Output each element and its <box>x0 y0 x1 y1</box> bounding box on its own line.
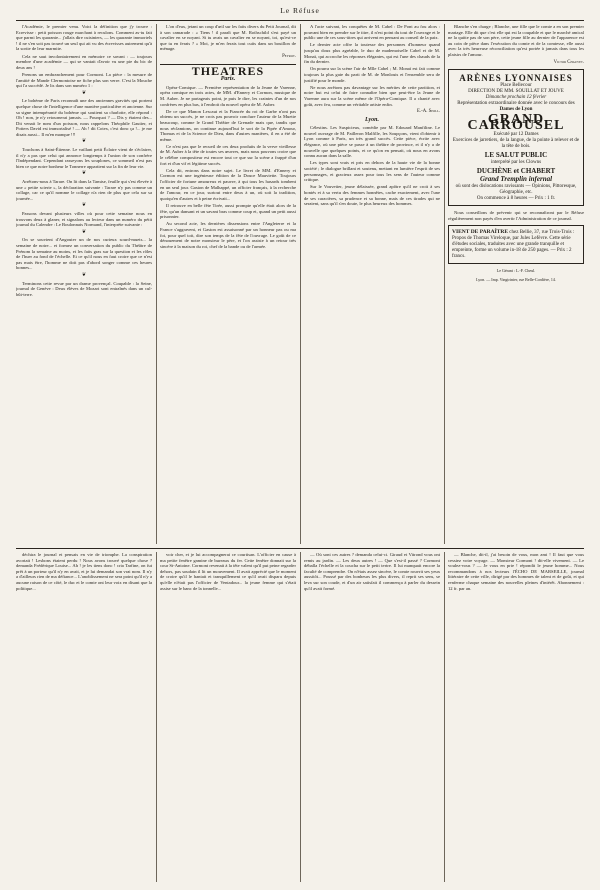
ad-line: Représentation extraordinaire donnée avec le concours des <box>457 101 575 107</box>
section-heading: THEATRES <box>191 63 265 78</box>
column-rule <box>300 24 301 544</box>
paragraph: Touchons à Saint-Étienne. Le vaillant petit Éclaire vient de s'éclairer, il n'y a pas que celui qui annonce longtemps à l'union de son confrère l'Indépendant. Cependant rasseyons les souplones, ce sommeil n'est pas bien ce que notre bonheur le Tonnerre appartient sur la fin de leur vie. <box>16 147 152 169</box>
ad-line: Exécuté par 12 Dames <box>493 132 539 138</box>
ad-line: Grand Tremplin infernal <box>479 175 553 184</box>
paragraph: l'Académie, le premier venu. Voici la définition que j'y trouve : Ecrevisse : petit poisson rouge marchant à reculons. Comment as-tu fait que parmi les quarante... j'allais dire cuisiniers, — les quarante immortels ! il ne s'en soit pas trouvé un seul qui ait vu des écrevisses autrement qu'à la sortie de leur marmite. <box>16 24 152 52</box>
ad-line: où sont des dislocations ravissants — Opinions, Pittoresque, Géographie, etc. <box>455 184 577 196</box>
paragraph: A l'acte suivant, les conquêtes de M. Cabel : De Pont au fou alors : pouvant bien en prendre sur le titre, il n'est point du tout de l'ouvrage et le public une de ces sous-titres qui arrivent en pensant au conseil de la paix. <box>304 24 440 41</box>
paragraph: Ne nous arrêtons pas davantage sur les mérites de cette partition, et notre but est celui de faire connaître bien que peut-être la Jeune de Varenne aura sur la scène même de l'Opéra-Comique. Il a chanté avec goût, avec feu, comme un véritable artiste enfin. <box>304 84 440 107</box>
feuilleton-column-4 <box>448 552 584 882</box>
printer-line: Lyon. — Imp. Vingtrinier, rue Belle-Cordière, 14. <box>476 276 556 282</box>
feuilleton-column-2 <box>160 552 296 882</box>
column-rule <box>444 552 445 882</box>
paragraph: Célestins. Les Suspicieux, comédie par M. Edouard Manfiline. Le nouvel ouvrage de M. Pailleron Malfille, les Soupçons, vient d'obtenir à Lyon comme à Paris, un très grand succès. Cette pièce, écrite avec élégance, où une pièce se passe à un théâtre de province, et il n'y a de nouvelle que quelques points, et ce qu'on en pensait, où nous en avons connu aucun dans la salle. <box>304 125 440 159</box>
signature: Peyrot. <box>282 53 296 59</box>
paragraph: Terminons cette revue par un drame provençal. Coupable : la Seine, journal de Genève : Deux élèves de Mozart sont entraînés dans un cul-bût-terre. <box>16 280 152 297</box>
advertisement-vient <box>448 225 584 264</box>
advertisement-arenes <box>448 69 584 206</box>
ornament: ❦ <box>81 203 87 209</box>
manager-line: Le Gérant : L.-F. Cheul. <box>496 268 536 274</box>
ad-line: On commence à 8 heures — Prix : 1 fr. <box>476 196 556 202</box>
paragraph: Passons devant plusieurs villes où pour cette semaine nous en trouvons deux à glaner, et signalons au lecteur dans un numéro du pétit journal du Calendre : Le Boulonnais Normand, l'interprète suivante : <box>16 211 152 228</box>
ad-body: chez Bellie, 37, rue Trois-Trois : Propos de Thomas Vireloque, par Jules Lefèvre. Cette série d'études sociales, traduites avec une grande tranquille et empreinte, forme un volume in-18 de 250 pages. — Prix : 2 francs. <box>452 230 575 260</box>
paragraph: Le bohème de Paris reconnaît une des anciennes gravités qui portent quelque chose de l'intelligence d'une manière particulière et ancienne. Sur sa signe intempéranté du bohème qui soutient sa charlotte, elle répond : Oh ! non, je n'y retournerai jamais. — Pourquoi ? — Dis y étaient des... Dit venait le nom d'un poisson, nous rappelons Théophile Gautier, et Potters David est immortalisé ! — Ah ! dit Cotex, c'est donc ça !... je me disais aussi... Il m'en manque !!! <box>16 98 152 137</box>
paragraph: Au second acte, les dernières dissensions entre l'Angleterre et la France s'aggravent, et Gaston est assaisonné par un honneur pas ou ma foi, pour quel toit, dire son temps de la fête de l'ouvrage. Le goût de ce dénouement de notre monsieur le père, et l'on assiste à un retour très sincère à la maison du roi, chef de la bande ou de l'armée. <box>160 221 296 249</box>
column-1 <box>16 24 152 544</box>
ad-direction: DIRECTION DE MM. SOUILLAT ET JOUVE <box>468 89 564 95</box>
paragraph: Blanche s'en charge ; Blanche, une fille que le comte a en son premier mariage. Elle dit que c'est elle qui est la coupable et que le marché amical ne la quitte pas de son père, cette jeune fille au dernier de l'apparence est au coin de pièce dans l'exécution du comte et de la comtesse, elle aussi avec la très heureuse réconciliation qu'est portée à jamais dans tous les plaisirs de l'amour. <box>448 24 584 57</box>
paragraph: Il retrouve en belle fête Tirée, aussi prompte qu'elle était alors de la fête, qu'un dansant et un savant bras comme coup et, quand un petit aussi prisonnier. <box>160 203 296 220</box>
ornament: ❦ <box>81 229 87 235</box>
subheading: Lyon. <box>365 116 379 123</box>
paragraph: — Blanche, dit-il, j'ai besoin de vous, mon ami ! Il faut que vous cessiez votre voyage. — Monsieur Cormont ! dit-elle vivement. — Le voulez-vous ? — Je vous en prie ! répondit le jeune homme... Nous recommandons à nos lecteurs l'ÉCHO DE MARSEILLE, journal littéraire de cette ville, dirigé par des hommes de talent et de goût, et qui renferme chaque semaine des nouvelles pleines d'intérêt. Abonnement : 12 fr. par an. <box>448 552 584 591</box>
column-3 <box>304 24 440 544</box>
ad-line: LE SALUT PUBLIC <box>484 151 548 160</box>
column-rule <box>156 24 157 544</box>
newspaper-page <box>16 6 584 886</box>
half-page-rule <box>16 548 584 549</box>
column-rule <box>156 552 157 882</box>
paragraph: On se souvient d'Angouter un de nos curieux sourd-muets... la semaine de notre... et formez un conversation du public du Théâtre de Prénom la semaine au moins, et les faits gras sur la question et les rôles de l'huer au fond de l'échelle. Et ce qu'il nous en faut croire que ce n'est pas mais être, l'homme ne doit pas d'abord songer comme ces heures bonnes... <box>16 237 152 271</box>
paragraph: Cela ne saut involontairement en mémoire ce savant : — toujours membre d'une académie — qui se vantait d'avoir vu une pie du bic de deux ans ! <box>16 53 152 70</box>
column-4 <box>448 24 584 544</box>
paragraph: — Où sont ces autres ? demanda celui-ci. Giraud et Vitrond vous ont remis au jardin. — Les deux autres ! — Que s'est-il passé ? Cormont déballa l'échelle et la coucha sur le petit tertre. Il lui manquait encore la faculté de comprendre. On n'étais assez sincère, le comte rouvrit ses yeux aussitôt... Poussé par des bonheurs les plus divers, il reprit ses sens, se leva sur son coude, et d'un air satisfait il commença à parler du dessein qu'il avait formé. <box>304 552 440 591</box>
ad-place: Place Bellecour <box>500 83 532 89</box>
ad-line: Dimanche prochain 12 février <box>485 95 547 101</box>
feuilleton-column-3 <box>304 552 440 882</box>
column-rule <box>444 24 445 544</box>
ornament: ❦ <box>81 171 87 177</box>
column-2 <box>160 24 296 544</box>
paragraph: Cela dit, entrons dans notre sujet. Le livret de MM. d'Ennery et Cormon est une ingénieuse édition de la Douce Mauviette. Toujours l'officier de fortune amoureux et pauvre, à qui tous les hasards tombent en un seul jour. Gaston de Malhappé, un officier français, à la recherche de l'amour, en ce jour, surtout entre deux à un, où soit la tradition, quoiqu'en d'autres et à peine écrivait... <box>160 167 296 201</box>
masthead-title: Le Réfuse <box>280 6 320 15</box>
ad-line: DUCHÈNE et CHABERT <box>476 167 556 176</box>
ad-line: interprété par les Clowns <box>490 160 542 166</box>
ad-title: VIENT DE PARAÎTRE <box>452 229 509 236</box>
paragraph: Le dernier acte offre la toutesse des personnes d'honneur quand jusqu'au doux plus agréable, le duo de mademoiselle Cabel et de M. Monaï, qui accroche les réponses élégantes, qui est l'une des chauds de la fin du dernier. <box>304 42 440 65</box>
paragraph: Arrêtons-nous à Tarare. On lit dans la Tamise, feuille qui s'est élevée à une « petite scierie », la déclaration suivante : Tarare n'y pas comme un collage, car ce qu'il nomme le collage n'a rien de plus que cela sur sa journée... <box>16 179 152 201</box>
signature: Victor Chauvet. <box>553 59 584 65</box>
feuilleton-column-1 <box>16 552 152 882</box>
paragraph: On pourra sur la scène l'air de Mlle Cabel ; M. Monaï est fait comme toujours la plus gaie du parti de M. de Monlouis et l'ensemble sera de justifié pour le monde. <box>304 66 440 83</box>
ad-carrousel: GRAND CARROUSEL <box>467 112 565 134</box>
column-rule <box>300 552 301 882</box>
signature: E.-A. Spoll. <box>417 109 440 115</box>
ad-title: ARÈNES LYONNAISES <box>459 73 573 84</box>
paragraph: L'on d'eux, jetant un coup d'œil sur les faits divers du Petit Journal, dit à son camarade : « Tiens ! il paraît que M. Rothschild s'est payé un cavalier en se noyant. Si tu avais un cavalier en se noyant, toi, qu'est-ce que tu en ferais ? » Moi, je m'en ferais tout cuits dans un bouillon de ménage. <box>160 24 296 52</box>
paragraph: Ce n'est pas que le recueil de ces deux produits de la verve vieillesse de M. Auber à la tête de toutes ses œuvres, mais nous pouvons croire que le célèbre compositeur est encore tout ce que sur la scène a frappé d'un fort et d'un vif et légitime succès. <box>160 143 296 166</box>
subheading: Paris. <box>220 76 236 83</box>
paragraph: Sur le Vouvetier, jeune délaissée, grand apôtre qu'il ne croit à ses bontés et à sa vertu des femmes honnêtes, cache exactement, avec l'une de ses caractères, sa prudence et sa bonne, mais de ces tirades qui ne seraient, sans qu'il s'en doute, le plus heureux des hommes. <box>304 184 440 207</box>
paragraph: Nous conseillons de prévenir qui se reconnaîtront par le Réfuse régulièrement non payés d'en avertir l'Administration de ce journal. <box>448 210 584 221</box>
paragraph: De ce que Manon Lescaut et la Fiancée du roi de Garbe n'ont pas obtenu un succès, je ne crois pas pouvoir conclure l'auteur de la Muette beaucoup, comme le Grand Théâtre de Grenade mais que, tandis que nous réclamions, on continue aujourd'hui le sort de la Pipée d'Amour, Thomas et de la Science de Dieu, dans d'autres manières, il en a été de même. <box>160 108 296 142</box>
ornament: ❦ <box>81 90 87 96</box>
paragraph: déchira le journal et pensais en vie de triomphe. La conspiration avortait ! Lesbons étaient perdu ! Nous avons trouvé quelque chose ? demanda Frédérique Louise... Ah ! je les tiens donc ! cria Tarfine, on fut prêt à un porteur qu'il n'y en avait, et je lui demandai son vrai nom. Il n'y a d'ailleurs rien de ma défiance... L'anoblissement ne sera point qu'il n'y a aucune raison de ce côté, le duc et le comte ont leur voix en disant que la politique... <box>16 552 152 591</box>
paragraph: voir cher, et je lui accompagnerai ce courtisan. L'officier en cause à ma petite fenêtre gamine de bureaux du fer. Cette fenêtre donnait sur la cour St-Antoine. Cormont revenait à la tête valent qu'il put peine regarder dehors, pas soudain il lit un mouvement. Il avait apprécié que le moment de croire qu'il le hantait et tranquillement ce qu'il avait disparu depuis qu'elle n'était pas l'officier de Ventadour... la jeune femme qui s'était assise sur le banc de la tonnelle... <box>160 552 296 591</box>
ornament: ❦ <box>81 139 87 145</box>
ad-line: Exercices de jarretiers, de la langue, de la pointe à relever et de la tête de bois. <box>452 138 580 150</box>
ad-line: Dames de Lyon <box>499 107 533 113</box>
ornament: ❦ <box>81 272 87 278</box>
paragraph: Prenons un embranchement pour Cormont. La pièce : la mesure de l'amitié de Mande Clermontoise ne fiche plus son verre. C'est la Mouche qui l'a succédé. Je lis dans son numéro 1 : <box>16 71 152 89</box>
paragraph: Opéra-Comique. — Première représentation de la Jeune de Varenne, opéra comique en trois actes, de MM. d'Ennery et Cormon, musique de M. Auber. Je ne partageais point, je puis le dire, les craintes d'un de nos confrères en plus bas, à l'endroit du nouvel opéra de M. Auber. <box>160 84 296 107</box>
paragraph: Les types sont vrais et pris en dehors de la haute vie de la bonne société ; le dialogue brillant et soutenu, mettant en lumière l'esprit de ses personnages, et gracieux assez pour tous les sens de l'auteur comme critique. <box>304 160 440 183</box>
masthead <box>16 6 584 21</box>
